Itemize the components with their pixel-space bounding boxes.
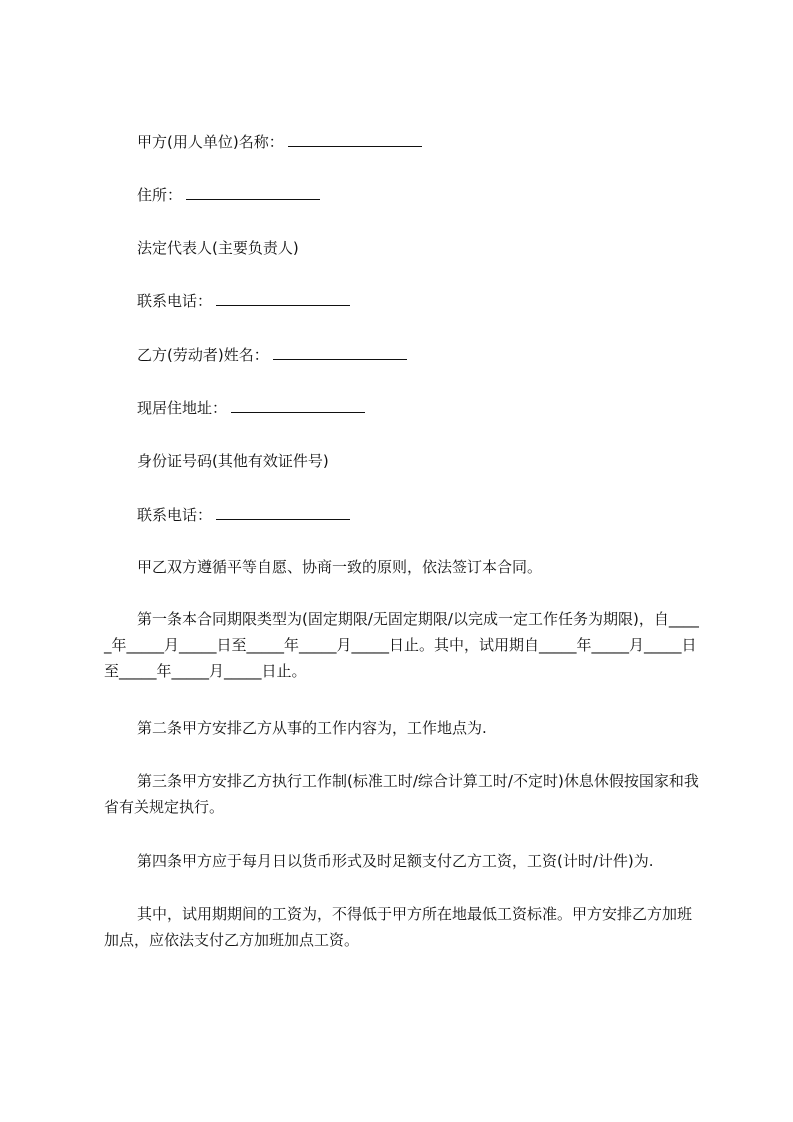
party-a-legal-rep-label: 法定代表人(主要负责人) xyxy=(137,239,299,257)
article-2-paragraph: 第二条甲方安排乙方从事的工作内容为，工作地点为. xyxy=(137,719,487,737)
party-a-address-blank[interactable] xyxy=(186,185,320,200)
party-b-phone-row xyxy=(137,505,350,525)
party-b-name-label: 乙方(劳动者)姓名： xyxy=(137,346,269,364)
party-a-name-row xyxy=(137,132,422,152)
article-1-paragraph: 第一条本合同期限类型为(固定期限/无固定期限/以完成一定工作任务为期限)，自_____年_____月_____日至_____年_____月_____日止。其中，试用期自_____年_____月_____日至_____年_____月_____日止。 xyxy=(104,610,699,680)
article-4-paragraph: 第四条甲方应于每月日以货币形式及时足额支付乙方工资，工资(计时/计件)为. xyxy=(137,852,654,870)
article-4-detail-paragraph: 其中，试用期期间的工资为，不得低于甲方所在地最低工资标准。甲方安排乙方加班加点，应依法支付乙方加班加点工资。 xyxy=(104,905,693,949)
party-a-phone-blank[interactable] xyxy=(216,291,350,306)
party-a-legal-rep-row xyxy=(137,238,299,258)
party-a-phone-label: 联系电话： xyxy=(137,292,213,310)
party-b-name-blank[interactable] xyxy=(273,345,407,360)
party-b-address-row xyxy=(137,398,365,418)
party-b-address-blank[interactable] xyxy=(231,398,365,413)
party-a-address-row xyxy=(137,185,320,205)
party-a-phone-row xyxy=(137,291,350,311)
article-3-paragraph: 第三条甲方安排乙方执行工作制(标准工时/综合计算工时/不定时)休息休假按国家和我省有关规定执行。 xyxy=(104,772,699,816)
party-b-id-row xyxy=(137,451,329,471)
party-a-address-label: 住所： xyxy=(137,186,183,204)
party-b-name-row xyxy=(137,345,407,365)
party-a-name-label: 甲方(用人单位)名称： xyxy=(137,133,284,151)
party-b-address-label: 现居住地址： xyxy=(137,399,228,417)
intro-paragraph: 甲乙双方遵循平等自愿、协商一致的原则，依法签订本合同。 xyxy=(137,558,543,576)
party-a-name-blank[interactable] xyxy=(288,132,422,147)
party-b-phone-blank[interactable] xyxy=(216,505,350,520)
party-b-phone-label: 联系电话： xyxy=(137,506,213,524)
party-b-id-label: 身份证号码(其他有效证件号) xyxy=(137,452,329,470)
